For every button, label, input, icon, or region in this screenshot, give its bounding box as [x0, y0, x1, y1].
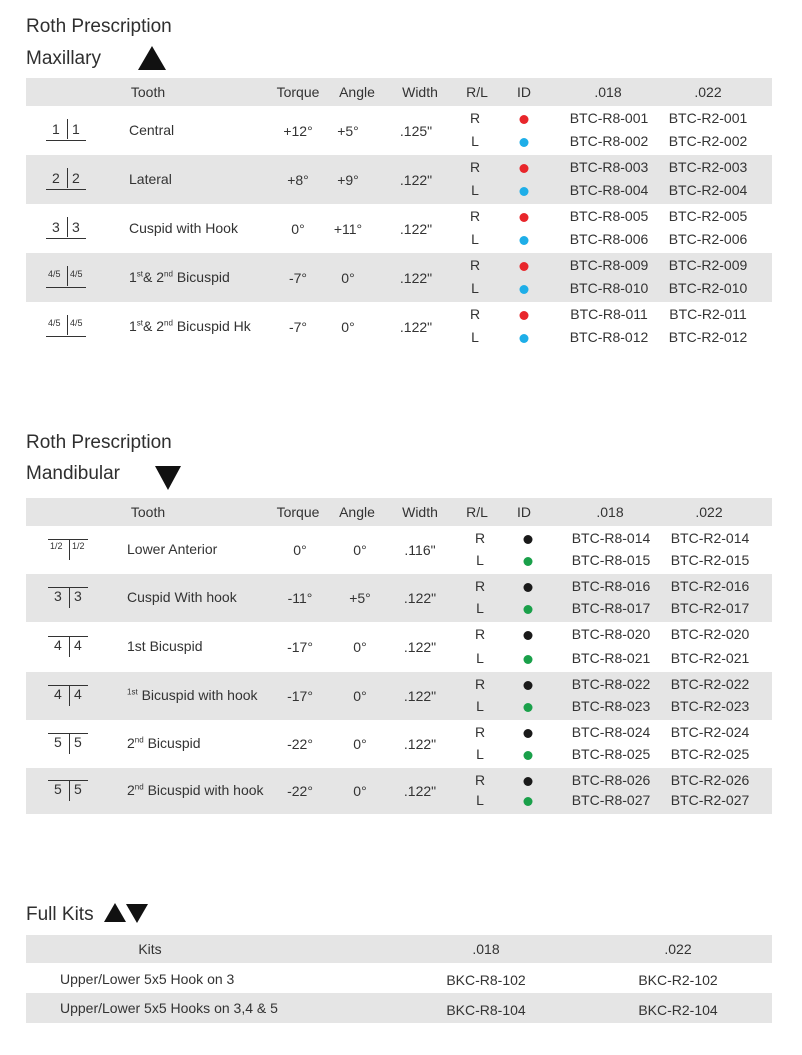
- torque-value: +12°: [283, 123, 313, 139]
- tooth-notation: [46, 217, 90, 243]
- tooth-name-part: Bicuspid: [176, 269, 230, 285]
- id-dot-right: [520, 262, 529, 271]
- table-row: [26, 574, 772, 622]
- id-dot-right: [520, 213, 529, 222]
- header-rl: R/L: [466, 504, 488, 520]
- part-number-018: BTC-R8-004: [569, 182, 649, 198]
- tooth-number: 3: [54, 588, 62, 604]
- width-value: .122": [403, 736, 437, 752]
- angle-value: 0°: [353, 783, 367, 799]
- torque-value: +8°: [287, 172, 309, 188]
- kit-code-018: BKC-R8-102: [446, 972, 526, 988]
- header-018: .018: [594, 84, 622, 100]
- part-number-022: BTC-R2-005: [668, 208, 748, 224]
- side-left: L: [476, 792, 484, 808]
- part-number-018: BTC-R8-017: [571, 600, 651, 616]
- side-right: R: [474, 724, 486, 740]
- angle-value: +11°: [333, 221, 363, 237]
- part-number-022: BTC-R2-025: [670, 746, 750, 762]
- kit-code-018: BKC-R8-104: [446, 1002, 526, 1018]
- side-left: L: [476, 552, 484, 568]
- side-right: R: [469, 257, 481, 273]
- width-value: .122": [403, 590, 437, 606]
- table-row: [26, 672, 772, 720]
- part-number-022: BTC-R2-020: [670, 626, 750, 642]
- part-number-022: BTC-R2-021: [670, 650, 750, 666]
- tooth-name-text: Lateral: [129, 171, 172, 187]
- table-row: [26, 155, 772, 204]
- tooth-number: 5: [74, 781, 82, 797]
- part-number-022: BTC-R2-010: [668, 280, 748, 296]
- maxillary-header-row: [26, 78, 772, 106]
- mandibular-header-row: [26, 498, 772, 526]
- header-width: Width: [402, 84, 438, 100]
- tooth-number: 1: [52, 121, 60, 137]
- width-value: .122": [399, 221, 433, 237]
- part-number-022: BTC-R2-027: [670, 792, 750, 808]
- part-number-022: BTC-R2-003: [668, 159, 748, 175]
- header-022: .022: [694, 84, 722, 100]
- torque-value: 0°: [291, 221, 305, 237]
- table-row: [26, 302, 772, 351]
- header-angle: Angle: [339, 504, 375, 520]
- tooth-name-part: 1: [129, 269, 137, 285]
- tooth-name-part: nd: [164, 269, 173, 279]
- width-value: .122": [403, 639, 437, 655]
- tooth-name-part: 2: [127, 782, 135, 798]
- part-number-022: BTC-R2-024: [670, 724, 750, 740]
- tooth-name: [129, 269, 230, 285]
- part-number-018: BTC-R8-011: [570, 306, 648, 322]
- header-id: ID: [517, 504, 531, 520]
- tooth-name-text: Cuspid With hook: [127, 589, 237, 605]
- tooth-name-part: st: [136, 318, 144, 328]
- part-number-018: BTC-R8-023: [571, 698, 651, 714]
- id-dot-left: [524, 751, 533, 760]
- angle-value: 0°: [353, 542, 367, 558]
- table-row: [26, 253, 772, 302]
- tooth-number: 2: [72, 170, 80, 186]
- tooth-name: [129, 220, 238, 236]
- tooth-name: [127, 687, 258, 703]
- id-dot-left: [520, 285, 529, 294]
- width-value: .122": [399, 270, 433, 286]
- id-dot-left: [520, 334, 529, 343]
- tooth-name-part: & 2: [143, 318, 165, 334]
- id-dot-right: [524, 681, 533, 690]
- tooth-notation: [48, 779, 92, 805]
- tooth-name-part: Bicuspid with hook: [141, 687, 258, 703]
- id-dot-left: [520, 187, 529, 196]
- id-dot-right: [520, 164, 529, 173]
- table-row: [26, 963, 772, 993]
- table-row: [26, 106, 772, 155]
- side-left: L: [471, 231, 479, 247]
- part-number-018: BTC-R8-005: [569, 208, 649, 224]
- torque-value: -17°: [287, 688, 313, 704]
- table-row: [26, 768, 772, 814]
- table-row: [26, 204, 772, 253]
- part-number-018: BTC-R8-024: [571, 724, 651, 740]
- tooth-name: [127, 589, 237, 605]
- torque-value: -7°: [288, 270, 308, 286]
- torque-value: -22°: [287, 736, 313, 752]
- width-value: .116": [404, 542, 436, 558]
- tooth-notation: [48, 635, 92, 661]
- tooth-name-text: Central: [129, 122, 175, 138]
- part-number-022: BTC-R2-017: [670, 600, 750, 616]
- maxillary-subtitle: Maxillary: [26, 48, 101, 69]
- tooth-number: 5: [54, 781, 62, 797]
- part-number-022: BTC-R2-004: [668, 182, 748, 198]
- tooth-number: 1: [72, 121, 80, 137]
- header-torque: Torque: [276, 504, 320, 520]
- part-number-022: BTC-R2-015: [670, 552, 750, 568]
- tooth-name: [129, 318, 251, 334]
- tooth-name-part: Bicuspid Hk: [176, 318, 251, 334]
- tooth-notation: [48, 732, 92, 758]
- part-number-018: BTC-R8-021: [571, 650, 651, 666]
- part-number-018: BTC-R8-010: [569, 280, 649, 296]
- part-number-022: BTC-R2-023: [670, 698, 750, 714]
- id-dot-left: [524, 605, 533, 614]
- id-dot-left: [524, 557, 533, 566]
- id-dot-left: [524, 703, 533, 712]
- header-rl: R/L: [466, 84, 488, 100]
- header-018: .018: [596, 504, 624, 520]
- side-left: L: [476, 650, 484, 666]
- side-right: R: [474, 772, 486, 788]
- side-left: L: [476, 746, 484, 762]
- kit-name: Upper/Lower 5x5 Hooks on 3,4 & 5: [60, 1000, 278, 1016]
- id-dot-right: [524, 729, 533, 738]
- part-number-018: BTC-R8-002: [569, 133, 649, 149]
- header-id: ID: [517, 84, 531, 100]
- side-right: R: [474, 530, 486, 546]
- kits-header-row: [26, 935, 772, 963]
- header-tooth: Tooth: [130, 84, 166, 100]
- kit-name: Upper/Lower 5x5 Hook on 3: [60, 971, 235, 987]
- tooth-number: 5: [74, 734, 82, 750]
- part-number-018: BTC-R8-027: [571, 792, 651, 808]
- part-number-018: BTC-R8-003: [569, 159, 649, 175]
- part-number-018: BTC-R8-020: [571, 626, 651, 642]
- side-right: R: [469, 159, 481, 175]
- torque-value: 0°: [293, 542, 307, 558]
- tooth-name-part: nd: [134, 735, 144, 745]
- angle-value: 0°: [353, 736, 367, 752]
- side-left: L: [476, 600, 484, 616]
- width-value: .122": [403, 783, 437, 799]
- tooth-number: 4/5: [48, 269, 61, 279]
- tooth-name-part: 2: [127, 735, 135, 751]
- header-angle: Angle: [339, 84, 375, 100]
- table-row: [26, 622, 772, 672]
- part-number-022: BTC-R2-012: [668, 329, 748, 345]
- header-022: .022: [695, 504, 723, 520]
- torque-value: -22°: [287, 783, 313, 799]
- tooth-number: 1/2: [50, 541, 63, 551]
- side-right: R: [474, 676, 486, 692]
- angle-value: +5°: [337, 123, 359, 139]
- part-number-022: BTC-R2-002: [668, 133, 748, 149]
- side-left: L: [471, 329, 479, 345]
- part-number-018: BTC-R8-006: [569, 231, 649, 247]
- id-dot-right: [520, 115, 529, 124]
- id-dot-right: [524, 535, 533, 544]
- tooth-name: [127, 782, 264, 798]
- tooth-name-part: Bicuspid with hook: [147, 782, 264, 798]
- tooth-name-part: 1st: [127, 687, 138, 697]
- tooth-name: [129, 122, 174, 138]
- side-left: L: [476, 698, 484, 714]
- tooth-notation: [48, 586, 92, 612]
- side-right: R: [474, 626, 486, 642]
- tooth-number: 4/5: [70, 269, 83, 279]
- tooth-number: 4/5: [70, 318, 83, 328]
- id-dot-right: [524, 631, 533, 640]
- header-torque: Torque: [276, 84, 320, 100]
- part-number-018: BTC-R8-012: [569, 329, 649, 345]
- side-left: L: [471, 182, 479, 198]
- tooth-name-part: Bicuspid: [147, 735, 201, 751]
- side-right: R: [469, 306, 481, 322]
- id-dot-left: [520, 236, 529, 245]
- tooth-name-part: st: [136, 269, 144, 279]
- tooth-name-part: nd: [134, 782, 144, 792]
- down-triangle-icon: [126, 904, 148, 923]
- tooth-name-part: nd: [164, 318, 173, 328]
- side-right: R: [469, 110, 481, 126]
- tooth-name-text: Cuspid with Hook: [129, 220, 238, 236]
- part-number-022: BTC-R2-006: [668, 231, 748, 247]
- tooth-name: [127, 735, 201, 751]
- tooth-number: 4: [54, 686, 62, 702]
- tooth-name-text: Lower Anterior: [127, 541, 218, 557]
- header-width: Width: [402, 504, 438, 520]
- id-dot-left: [524, 797, 533, 806]
- tooth-name: [127, 541, 217, 557]
- tooth-number: 4: [74, 686, 82, 702]
- tooth-name: [127, 638, 202, 654]
- tooth-name: [129, 171, 172, 187]
- kit-code-022: BKC-R2-102: [638, 972, 718, 988]
- tooth-notation: [46, 315, 90, 341]
- tooth-number: 2: [52, 170, 60, 186]
- part-number-018: BTC-R8-026: [571, 772, 651, 788]
- header-tooth: Tooth: [130, 504, 166, 520]
- part-number-018: BTC-R8-015: [571, 552, 651, 568]
- id-dot-left: [524, 655, 533, 664]
- tooth-number: 3: [52, 219, 60, 235]
- side-right: R: [469, 208, 481, 224]
- part-number-022: BTC-R2-026: [670, 772, 750, 788]
- part-number-018: BTC-R8-025: [571, 746, 651, 762]
- up-triangle-icon: [138, 46, 166, 70]
- id-dot-right: [520, 311, 529, 320]
- tooth-name-text: 1st Bicuspid: [127, 638, 203, 654]
- tooth-notation: [46, 168, 90, 194]
- tooth-notation: [46, 266, 90, 292]
- table-row: [26, 993, 772, 1023]
- tooth-name-part: 1: [129, 318, 137, 334]
- torque-value: -7°: [288, 319, 308, 335]
- tooth-notation: [48, 684, 92, 710]
- angle-value: 0°: [353, 688, 367, 704]
- width-value: .122": [399, 319, 433, 335]
- table-row: [26, 720, 772, 768]
- torque-value: -17°: [287, 639, 313, 655]
- angle-value: 0°: [341, 319, 355, 335]
- up-triangle-icon: [104, 903, 126, 922]
- angle-value: 0°: [353, 639, 367, 655]
- tooth-number: 3: [72, 219, 80, 235]
- part-number-018: BTC-R8-022: [571, 676, 651, 692]
- maxillary-title: Roth Prescription: [26, 16, 172, 37]
- tooth-number: 1/2: [72, 541, 85, 551]
- mandibular-subtitle: Mandibular: [26, 463, 120, 484]
- id-dot-right: [524, 777, 533, 786]
- width-value: .125": [399, 123, 433, 139]
- mandibular-title: Roth Prescription: [26, 432, 172, 453]
- part-number-022: BTC-R2-011: [669, 306, 747, 322]
- part-number-022: BTC-R2-009: [668, 257, 748, 273]
- side-left: L: [471, 133, 479, 149]
- down-triangle-icon: [155, 466, 181, 490]
- tooth-notation: [48, 538, 92, 564]
- width-value: .122": [399, 172, 433, 188]
- tooth-name-part: & 2: [143, 269, 165, 285]
- part-number-022: BTC-R2-014: [670, 530, 750, 546]
- tooth-number: 5: [54, 734, 62, 750]
- tooth-notation: [46, 119, 90, 145]
- part-number-018: BTC-R8-009: [569, 257, 649, 273]
- id-dot-left: [520, 138, 529, 147]
- part-number-018: BTC-R8-014: [571, 530, 651, 546]
- table-row: [26, 526, 772, 574]
- part-number-022: BTC-R2-016: [670, 578, 750, 594]
- side-left: L: [471, 280, 479, 296]
- header-kits: Kits: [138, 941, 162, 957]
- part-number-022: BTC-R2-001: [668, 110, 748, 126]
- tooth-number: 4: [54, 637, 62, 653]
- angle-value: +5°: [349, 590, 371, 606]
- kit-code-022: BKC-R2-104: [638, 1002, 718, 1018]
- tooth-number: 3: [74, 588, 82, 604]
- side-right: R: [474, 578, 486, 594]
- header-018: .018: [472, 941, 500, 957]
- part-number-018: BTC-R8-001: [569, 110, 649, 126]
- tooth-number: 4: [74, 637, 82, 653]
- part-number-022: BTC-R2-022: [670, 676, 750, 692]
- torque-value: -11°: [287, 590, 313, 606]
- header-022: .022: [664, 941, 692, 957]
- kits-title: Full Kits: [26, 904, 94, 925]
- id-dot-right: [524, 583, 533, 592]
- angle-value: 0°: [341, 270, 355, 286]
- tooth-number: 4/5: [48, 318, 61, 328]
- part-number-018: BTC-R8-016: [571, 578, 651, 594]
- angle-value: +9°: [337, 172, 359, 188]
- width-value: .122": [403, 688, 437, 704]
